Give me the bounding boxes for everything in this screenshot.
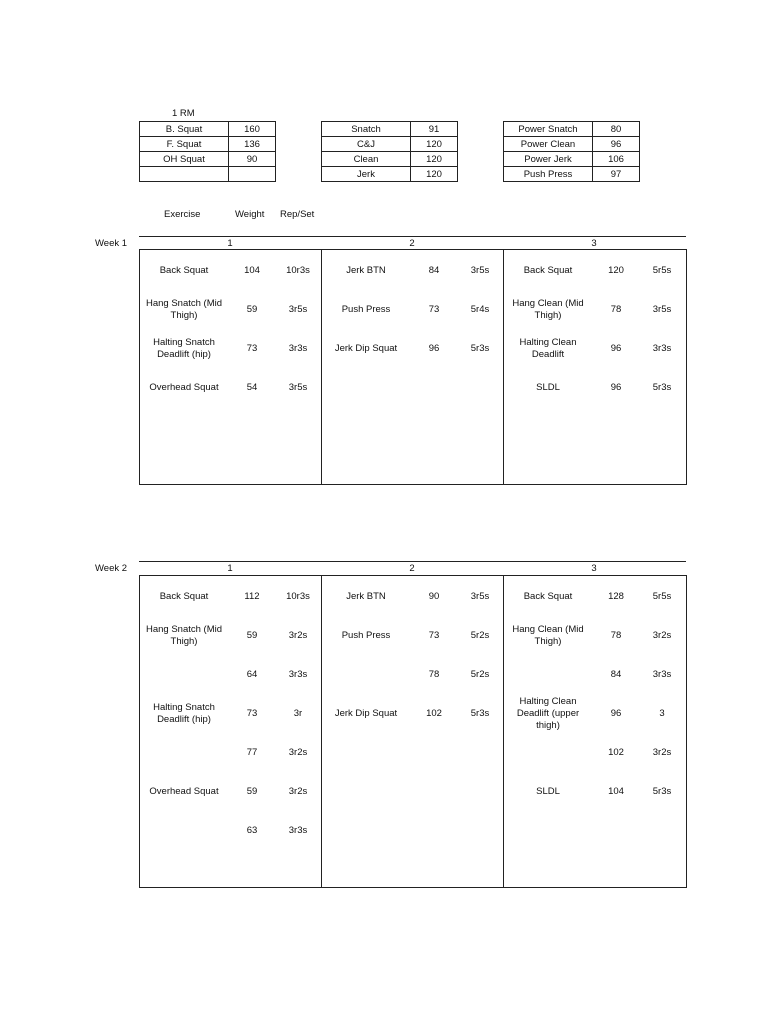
rep-set-value: 5r2s	[470, 669, 490, 680]
exercise-name: Hang Clean (Mid Thigh)	[512, 624, 584, 647]
rep-set-value: 3r2s	[288, 786, 308, 797]
exercise-name: Back Squat	[159, 265, 209, 276]
exercise-name: Halting Snatch Deadlift (hip)	[153, 702, 215, 725]
rep-set-value: 3r3s	[652, 343, 672, 354]
rep-set-value: 3r5s	[470, 265, 490, 276]
lift-name: C&J	[322, 137, 411, 152]
lift-value: 97	[593, 167, 640, 182]
lift-value: 160	[229, 122, 276, 137]
lift-name: Power Clean	[504, 137, 593, 152]
table-row	[322, 167, 458, 182]
weight-value: 96	[610, 708, 622, 719]
rep-set-value: 3r3s	[288, 669, 308, 680]
day-2-label: 2	[409, 563, 415, 574]
lift-value: 90	[229, 152, 276, 167]
exercise-name: Jerk Dip Squat	[334, 708, 398, 719]
day-1-label: 1	[227, 563, 233, 574]
exercise-name: Hang Snatch (Mid Thigh)	[145, 624, 223, 647]
rep-set-value: 3r5s	[288, 304, 308, 315]
exercise-name: Halting Clean Deadlift (upper thigh)	[516, 696, 580, 731]
rep-set-value: 5r3s	[652, 382, 672, 393]
rep-set-value: 3r2s	[652, 747, 672, 758]
rep-set-value: 3r5s	[470, 591, 490, 602]
lift-value: 96	[593, 137, 640, 152]
rep-set-value: 5r2s	[470, 630, 490, 641]
exercise-name: Jerk BTN	[346, 591, 386, 602]
table-row	[504, 122, 640, 137]
rep-set-value: 5r5s	[652, 591, 672, 602]
table-row	[322, 137, 458, 152]
weight-value: 102	[426, 708, 442, 719]
column-divider	[503, 576, 504, 887]
table-row	[140, 122, 276, 137]
one-rm-table-3	[503, 121, 640, 182]
exercise-name: Jerk Dip Squat	[334, 343, 398, 354]
table-row	[140, 152, 276, 167]
lift-value: 91	[411, 122, 458, 137]
day-3-label: 3	[591, 238, 597, 249]
lift-value: 80	[593, 122, 640, 137]
day-2-label: 2	[409, 238, 415, 249]
weight-value: 78	[428, 669, 440, 680]
weight-value: 73	[428, 630, 440, 641]
week-2-schedule	[139, 575, 687, 888]
exercise-name: Back Squat	[523, 265, 573, 276]
rep-set-value: 5r3s	[470, 708, 490, 719]
one-rm-title: 1 RM	[172, 108, 195, 119]
weight-value: 77	[246, 747, 258, 758]
table-row	[504, 152, 640, 167]
weight-value: 59	[246, 304, 258, 315]
exercise-name: SLDL	[536, 382, 560, 393]
weight-value: 59	[246, 786, 258, 797]
rep-set-value: 5r5s	[652, 265, 672, 276]
rep-set-value: 3r	[293, 708, 303, 719]
rep-set-value: 10r3s	[286, 265, 310, 276]
table-row	[140, 167, 276, 182]
weight-value: 90	[428, 591, 440, 602]
lift-value	[229, 167, 276, 182]
lift-name: OH Squat	[140, 152, 229, 167]
lift-name: Clean	[322, 152, 411, 167]
column-divider	[503, 250, 504, 484]
weight-value: 73	[428, 304, 440, 315]
day-3-label: 3	[591, 563, 597, 574]
rep-set-value: 3r3s	[288, 343, 308, 354]
exercise-name: Halting Snatch Deadlift (hip)	[153, 337, 215, 360]
one-rm-table-1	[139, 121, 276, 182]
exercise-name: Push Press	[341, 304, 391, 315]
weight-value: 73	[246, 343, 258, 354]
lift-name: Snatch	[322, 122, 411, 137]
weight-value: 102	[608, 747, 624, 758]
exercise-header: Exercise	[164, 209, 201, 220]
weight-value: 64	[246, 669, 258, 680]
table-row	[504, 137, 640, 152]
weight-value: 73	[246, 708, 258, 719]
week-1-label: Week 1	[95, 238, 128, 249]
lift-value: 120	[411, 152, 458, 167]
rep-set-value: 5r4s	[470, 304, 490, 315]
day-1-label: 1	[227, 238, 233, 249]
exercise-name: Back Squat	[523, 591, 573, 602]
rep-set-value: 3r3s	[288, 825, 308, 836]
lift-name: Power Jerk	[504, 152, 593, 167]
week-2-label: Week 2	[95, 563, 128, 574]
lift-value: 120	[411, 137, 458, 152]
lift-value: 120	[411, 167, 458, 182]
rep-set-value: 3r2s	[652, 630, 672, 641]
rep-set-value: 3r5s	[288, 382, 308, 393]
lift-name: Power Snatch	[504, 122, 593, 137]
rep-set-value: 10r3s	[286, 591, 310, 602]
weight-value: 112	[244, 591, 260, 602]
table-row	[322, 152, 458, 167]
rep-set-value: 5r3s	[470, 343, 490, 354]
table-row	[140, 137, 276, 152]
lift-value: 106	[593, 152, 640, 167]
weight-value: 84	[428, 265, 440, 276]
weight-value: 96	[610, 343, 622, 354]
exercise-name: Overhead Squat	[149, 786, 219, 797]
rep-set-value: 3r5s	[652, 304, 672, 315]
weight-value: 59	[246, 630, 258, 641]
lift-name: F. Squat	[140, 137, 229, 152]
repset-header: Rep/Set	[280, 209, 315, 220]
column-divider	[321, 250, 322, 484]
lift-name: Push Press	[504, 167, 593, 182]
week-1-schedule	[139, 249, 687, 485]
weight-value: 120	[608, 265, 624, 276]
rep-set-value: 3r2s	[288, 630, 308, 641]
exercise-name: Push Press	[341, 630, 391, 641]
rep-set-value: 3	[659, 708, 665, 719]
table-row	[504, 167, 640, 182]
rep-set-value: 5r3s	[652, 786, 672, 797]
weight-value: 54	[246, 382, 258, 393]
one-rm-table-2	[321, 121, 458, 182]
week-2-day-header	[139, 561, 686, 574]
exercise-name: SLDL	[536, 786, 560, 797]
weight-value: 96	[610, 382, 622, 393]
column-divider	[321, 576, 322, 887]
lift-value: 136	[229, 137, 276, 152]
exercise-name: Jerk BTN	[346, 265, 386, 276]
lift-name: Jerk	[322, 167, 411, 182]
weight-value: 96	[428, 343, 440, 354]
weight-value: 78	[610, 304, 622, 315]
exercise-name: Back Squat	[159, 591, 209, 602]
weight-header: Weight	[235, 209, 265, 220]
weight-value: 104	[608, 786, 624, 797]
weight-value: 128	[608, 591, 624, 602]
week-1-day-header	[139, 236, 686, 249]
rep-set-value: 3r3s	[652, 669, 672, 680]
exercise-name: Hang Clean (Mid Thigh)	[512, 298, 584, 321]
lift-name: B. Squat	[140, 122, 229, 137]
weight-value: 104	[244, 265, 260, 276]
table-row	[322, 122, 458, 137]
weight-value: 84	[610, 669, 622, 680]
exercise-name: Overhead Squat	[149, 382, 219, 393]
weight-value: 78	[610, 630, 622, 641]
rep-set-value: 3r2s	[288, 747, 308, 758]
lift-name	[140, 167, 229, 182]
exercise-name: Hang Snatch (Mid Thigh)	[145, 298, 223, 321]
weight-value: 63	[246, 825, 258, 836]
exercise-name: Halting Clean Deadlift	[519, 337, 577, 360]
